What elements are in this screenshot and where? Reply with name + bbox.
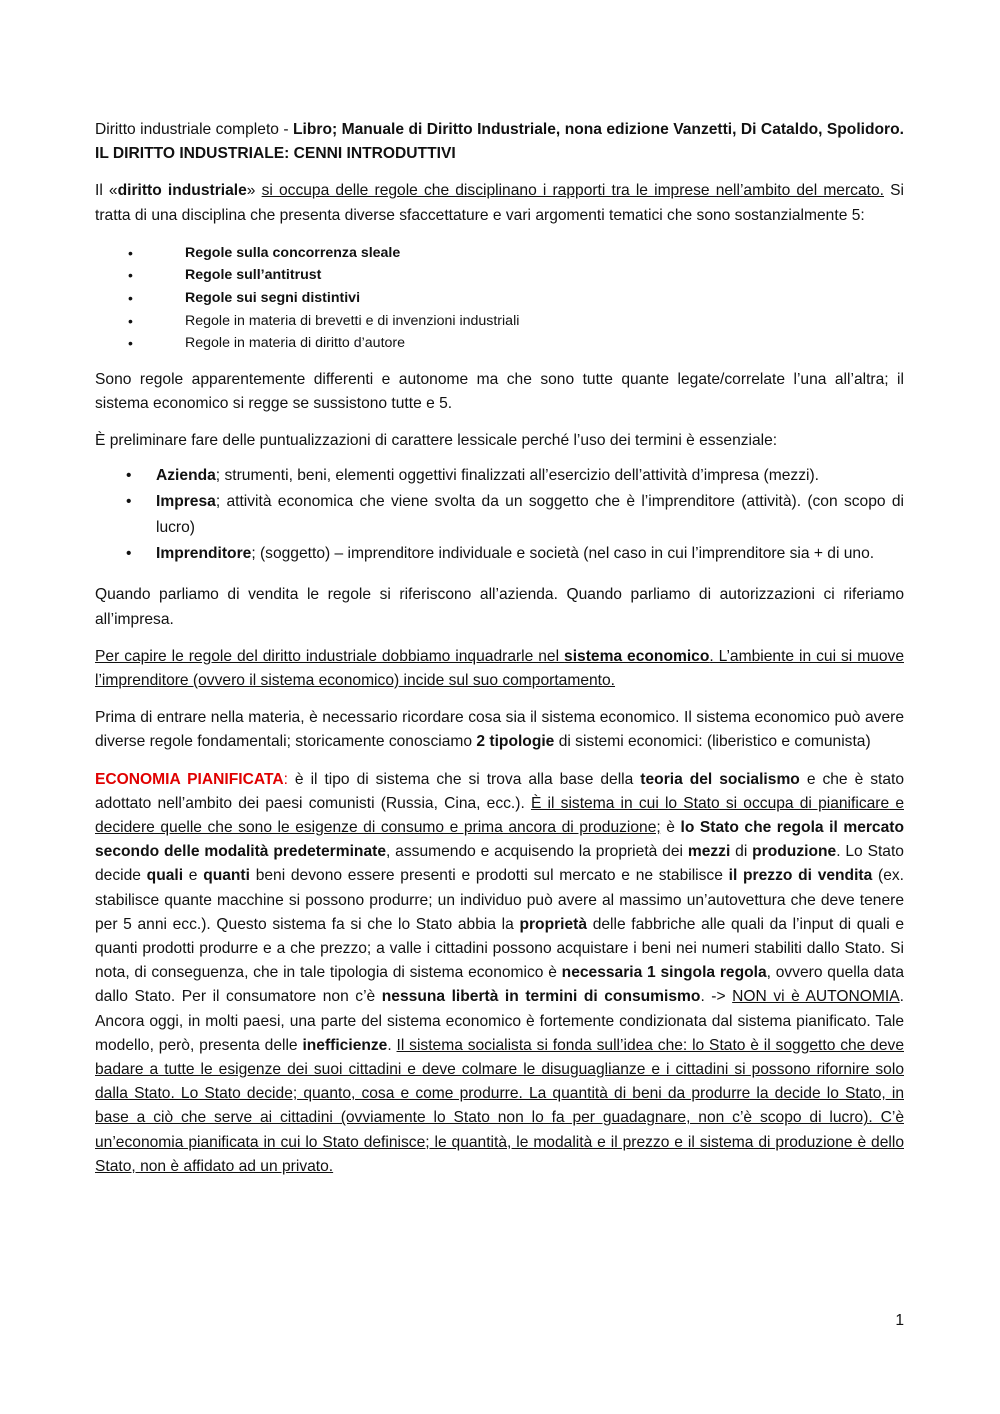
bullet-icon: • xyxy=(128,335,133,352)
list-item: • Regole sulla concorrenza sleale xyxy=(95,242,904,265)
list-item: • Regole sui segni distintivi xyxy=(95,287,904,310)
section-heading: ECONOMIA PIANIFICATA xyxy=(95,770,284,788)
document-body xyxy=(95,118,904,1179)
list-item: • Regole sull’antitrust xyxy=(95,264,904,287)
list-item: • Regole in materia di brevetti e di invenzioni industriali xyxy=(95,310,904,333)
list-item: • Azienda; strumenti, beni, elementi oggettivi finalizzati all’esercizio dell’attività d’impresa (mezzi). xyxy=(95,463,904,489)
paragraph-economia-pianificata: ECONOMIA PIANIFICATA: è il tipo di sistema che si trova alla base della teoria del socialismo e che è stato adottato nell’ambito dei paesi comunisti (Russia, Cina, ecc.). È il sistema in cui lo Stato si occupa di pianificare e decidere quelle che sono le esigenze di consumo e prima ancora di produzione; è lo Stato che regola il mercato secondo delle modalità predeterminate, assumendo e acquisendo la proprietà dei mezzi di produzione. Lo Stato decide quali e quanti beni devono essere presenti e prodotti sul mercato e ne stabilisce il prezzo di vendita (ex. stabilisce quante macchine si possono produrre; un individuo può avere al massimo un’autovettura che deve tenere per 5 anni ecc.). Questo sistema fa si che lo Stato abbia la proprietà delle fabbriche alle quali da l’input di quali e quanti prodotti produrre e a che prezzo; a valle i cittadini possono acquistare i beni nei numeri stabiliti dallo Stato. Si nota, di conseguenza, che in tale tipologia di sistema economico è necessaria 1 singola regola, ovvero quella data dallo Stato. Per il consumatore non c’è nessuna libertà in termini di consumismo. -> NON vi è AUTONOMIA. Ancora oggi, in molti paesi, una parte del sistema economico è fortemente condizionata dal sistema pianificato. Tale modello, però, presenta delle inefficienze. Il sistema socialista si fonda sull’idea che: lo Stato è il soggetto che deve badare a tutte le esigenze dei suoi cittadini e deve colmare le disuguaglianze e i cittadini si possono rifornire solo dalla Stato. Lo Stato decide; quanto, cosa e come produrre. La quantità di beni da produrre la decide lo Stato, in base a ciò che serve ai cittadini (ovviamente lo Stato non lo fa per guadagnare, non c’è scopo di lucro). C’è un’economia pianificata in cui lo Stato definisce; le quantità, le modalità e il prezzo e il sistema di produzione è dello Stato, non è affidato ad un privato. xyxy=(95,770,905,1175)
list-item: • Regole in materia di diritto d’autore xyxy=(95,332,904,355)
definition-underlined: si occupa delle regole che disciplinano i rapporti tra le imprese nell’ambito del mercato. xyxy=(261,182,884,200)
definition-paragraph: Il «diritto industriale» si occupa delle regole che disciplinano i rapporti tra le imprese nell’ambito del mercato. Si tratta di una disciplina che presenta diverse sfaccettature e vari argomenti tematici che sono sostanzialmente 5: xyxy=(95,182,904,224)
page-number: 1 xyxy=(895,1312,904,1329)
list-item: • Impresa; attività economica che viene svolta da un soggetto che è l’imprenditore (attività). (con scopo di lucro) xyxy=(95,489,904,541)
intro-title-bold: Libro; Manuale di Diritto Industriale, nona edizione Vanzetti, Di Cataldo, Spolidoro. IL DIRITTO INDUSTRIALE: CENNI INTRODUTTIVI xyxy=(95,121,904,163)
term-diritto-industriale: diritto industriale xyxy=(117,182,247,200)
terms-list xyxy=(95,463,904,567)
paragraph-tipologie: Prima di entrare nella materia, è necessario ricordare cosa sia il sistema economico. Il sistema economico può avere diverse regole fondamentali; storicamente conosciamo 2 tipologie di sistemi economici: (liberistico e comunista) xyxy=(95,709,904,751)
paragraph-regole-correlate: Sono regole apparentemente differenti e autonome ma che sono tutte quante legate/correlate l’una all’altra; il sistema economico si regge se sussistono tutte e 5. xyxy=(95,370,904,412)
bullet-icon: • xyxy=(128,312,133,329)
intro-title xyxy=(95,118,904,166)
bullet-icon: • xyxy=(126,545,132,563)
bullet-icon: • xyxy=(128,267,133,284)
bullet-icon: • xyxy=(128,244,133,261)
intro-title-plain: Diritto industriale completo - xyxy=(95,121,294,138)
bullet-icon: • xyxy=(128,290,133,306)
paragraph-lessicale: È preliminare fare delle puntualizzazioni di carattere lessicale perché l’uso dei termini è essenziale: xyxy=(95,432,778,450)
bullet-icon: • xyxy=(126,493,132,511)
paragraph-sistema-economico: Per capire le regole del diritto industriale dobbiamo inquadrarle nel sistema economico. L’ambiente in cui si muove l’imprenditore (ovvero il sistema economico) incide sul suo comportamento. xyxy=(95,647,904,689)
list-item: • Imprenditore; (soggetto) – imprenditore individuale e società (nel caso in cui l’imprenditore sia + di uno. xyxy=(95,541,904,567)
bullet-icon: • xyxy=(126,467,132,485)
paragraph-vendita: Quando parliamo di vendita le regole si riferiscono all’azienda. Quando parliamo di autorizzazioni ci riferiamo all’impresa. xyxy=(95,586,904,628)
topics-list xyxy=(95,242,904,355)
